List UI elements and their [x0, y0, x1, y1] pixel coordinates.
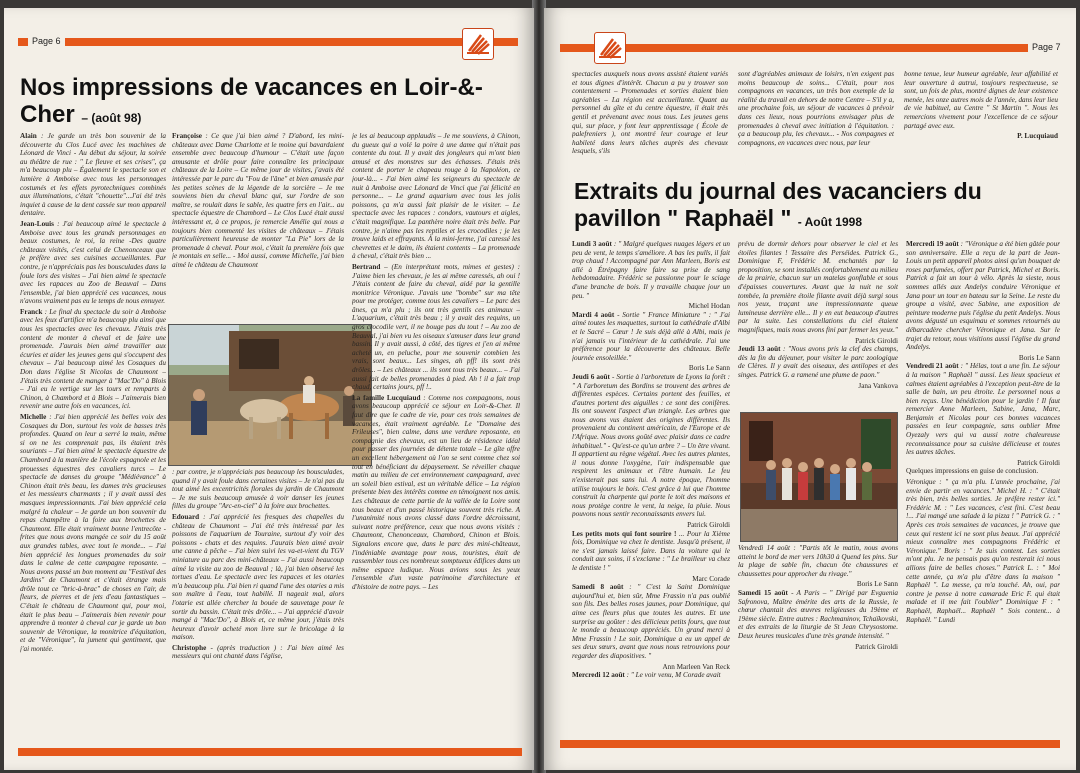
- journal-column-1: Lundi 3 août : " Malgré quelques nuages légers et un peu de vent, le temps s'améliore. A bas les pulls, il fait trop chaud ! Accompagné par Ann Marleen, Boris est allé à Étrépagny faire faire sa prise de sang hebdomadaire. Frédéric se passionne pour le sciage d'une branche de bois. Il y travaille chaque jour un peu. " Michel Hodan Mardi 4 août - Sortie " France Miniature " : " J'ai aimé toutes les maquettes, surtout la cathédrale d'Albi et le Sacré – Cœur ! Je suis déjà allé à Albi, mais je n'ai jamais vu l'intérieur de la cathédrale. J'ai une préférence pour la découverte des châteaux. Belle journée ensoleillée." Boris Le Sann Jeudi 6 août - Sortie à l'arboretum de Lyons la forêt : " A l'arboretum des Bordins se trouvent des arbres de différentes espèces. Certains portent des feuilles, et d'autres portent des aiguilles : ce sont des conifères. Ils ont souvent l'aspect d'un triangle. Les arbres que nous avons vus étaient des origines différentes. Ils provenaient du continent américain, de l'Europe et de l'Afrique. Nous avons goûté avec plaisir dans ce cadre inhabituel." - Qu'est-ce qu'un arbre ? – Un être vivant. Il appartient au règne végétal. Avec les autres plantes, il nous donne l'oxygène, l'air indispensable que respirent les animaux et l'être humain. Le feu n'existerait pas sans lui. A notre époque, l'homme utilise toujours le bois. C'est grâce à lui que l'homme construit la charpente qui porte le toit des maisons et nous protège contre le vent, la neige, la pluie. Nous pouvons nous sentir reconnaissants envers lui. Patrick Giroldi Les petits mots qui font sourire ! ... Pour la Xième fois, Dominique va chez le dentiste. Jusqu'à présent, il ne s'est jamais laissé faire. Dans la voiture qui le conduit aux soins, il s'exclame : " Le brailleur va chez le dentiste ! " Marc Corade Samedi 8 août : " C'est la Saint Dominique aujourd'hui et, bien sûr, Mme Frassin n'a pas oublié son fils. Des belles roses jaunes, pour Dominique, qui aime ces fleurs plus que toutes les autres. Et une surprise au goûter : des délicieux petits fours, que tout le monde a beaucoup appréciés. Un grand merci à Mme Frassin ! Le soir, Dominique a eu un appel de ses deux sœurs, avant que nous nous retrouvions pour regarder des diapositives. " Ann Marleen Van Reck Mercredi 12 août : " Le voir venu, M Corade avait: [572, 240, 730, 680]
- journal-title: Extraits du journal des vacanciers du pavillon " Raphaël " - Août 1998: [574, 178, 982, 231]
- footer-bar: [18, 748, 522, 756]
- footer-bar: [560, 740, 1060, 748]
- page-number: Page 7: [1028, 42, 1065, 52]
- continuation-column-1: spectacles auxquels nous avons assisté étaient variés et tous dignes d'intérêt. Chacun a pu y trouver son contentement – Promenades et sorties étaient bien agréables – La région est accueillante. Quant au personnel du gîte et du centre équestre, il était très gentil et prévenant avec nous tous. Les jeunes gens qui, sur place, y font leur apprentissage ( École de palefreniers ), ont montré leur courage et leur habileté dans leurs tâches auprès des chevaux lesquels, s'ils: [572, 70, 728, 156]
- right-page: [544, 8, 1076, 770]
- header-bar: [560, 44, 1060, 52]
- article-column-2-bottom: : par contre, je n'appréciais pas beaucoup les bousculades, quand il y avait foule dans certaines visites – Je n'ai pas du tout aimé les excentricités florales du jardin de Chaumont – Je me suis beaucoup amusée à voir danser les jeunes filles du groupe "Arc-en-ciel" à la foire aux brochettes. Edouard : J'ai apprécié les fresques des chapelles du château de Chaumont – J'ai été très intéressé par les poissons de l'aquarium de Touraine, surtout d'y voir des poissons - chats et des requins. J'aurais bien aimé avoir une canne à pêche – J'ai bien suivi les va-et-vient du TGV miniature au parc des mini-châteaux – J'ai aussi beaucoup aimé la visite au zoo de Beauval ; là, j'ai bien observé les tortues d'eau. Le spectacle avec les rapaces et les otaries m'a beaucoup plu. J'ai bien ri quand l'une des otaries a mis son maître à l'eau, tout habillé. Il nageait mal, alors l'otarie est allée chercher la bouée de sauvetage pour le sortir du bassin. C'était très drôle... – J'ai apprécié d'avoir mangé à "Mac'Do", à Blois et, ce même jour, j'étais très heureux d'avoir acheté mon livre sur le bricolage à la maison. Christophe - (après traduction ) : J'ai bien aimé les messieurs qui ont chanté dans l'église,: [172, 468, 344, 661]
- article-column-3: je les ai beaucoup applaudis – Je me souviens, à Chinon, du gueux qui a volé la poire à une dame qui n'était pas contente du tout. Il y avait des jongleurs qui m'ont bien amusé et des monstres sur des échasses. J'étais très content de porter le chapeau rouge à la Napoléon, ce jour-là... - J'ai bien aimé les seigneurs du spectacle de nuit à Amboise avec Léonard de Vinci que j'ai félicité en personne... – Le grand aquarium avec tous les jolis poissons, ça m'a aussi fait plaisir de le visiter. – Le spectacle avec les rapaces : condors, vautours et aigles, c'était magnifique. La panthère noire était très belle. Par contre, je n'aime pas les reptiles et les crocodiles ; je les trouve laids et effrayants. À la mini-ferme, j'ai caressé les chevrettes et le daim, ils étaient contents – La promenade à cheval, c'était très bien ... Bertrand – (En interprétant mots, mimes et gestes) : J'aime bien les chevaux, je les ai même caressés, ah oui ! J'étais content de faire du cheval, aidé par la gentille monitrice Véronique. J'avais une "bombe" sur ma tête pour me protéger, comme tous les cavaliers – Le parc des ânes, ça m'a plu ; ils ont très gentils ces animaux – L'aquarium, c'était très beau ; il y avait des requins, un gros crocodile vert, il ne bouge pas du tout ! – Au zoo de Beauval, j'ai bien vu les oiseaux s'amuser dans leur grand bassin. Il y avait aussi, à côté, des tigres et j'en ai même acheté un, en peluche, pour me souvenir combien les vrais, sont beaux... Les singes, ah pff! ils sont très drôles... – Les châteaux ... ils sont tous très beaux... – J'ai aussi fait de belles promenades à pied. Ah ! il a fait trop chaud, certains jours, pff !.. La famille Lucquiaud : Comme nos compagnons, nous avons beaucoup apprécié ce séjour en Loir-&-Cher. Il faut dire que le cadre de vie, pour ces trois semaines de vacances, était vraiment agréable. Le "Domaine des Frileuses", bien calme, dans une verdure reposante, en compagnie des chevaux, est un lieu de résidence idéal pour passer des journées de détente totale – Le gîte offre un excellent hébergement où l'on se sent comme chez soi tout en bénéficiant du dépaysement. Se réveiller chaque matin au milieu de cet environnement campagnard, avec un soleil bien estival, est un véritable délice – La région présente bien des intérêts comme en témoignent nos amis. Les châteaux de cette partie de la vallée de la Loire sont tous beaux et d'un passé historique souvent très riche. A l'unanimité nous avons classé dans l'ordre décroissant, suivant notre préférence, ceux que nous avons visités : Chaumont, Chenonceaux, Chambord, Chinon et Blois. Signalons encore que, dans le parc des mini-châteaux, l'indéniable avantage pour nous, touristes, était de rassembler tous ces nombreux somptueux édifices dans un même espace ludique. Nous avions sous les yeux l'ensemble d'un vaste patrimoine d'architecture et d'histoire de notre pays. – Les: [352, 132, 520, 591]
- continuation-column-2: sont d'agréables animaux de loisirs, n'en exigent pas moins beaucoup de soins... C'était, pour nos compagnons en vacances, un très bon exemple de la réalité du travail en dehors de notre Centre – S'il y a, une prochaine fois, un séjour de vacances à prévoir dans ces lieux, nous pourrions envisager plus de promenades à cheval avec initiation à l'équitation. : ça a beaucoup plu, les chevaux... - Nos compagnes et compagnons, en vacances avec nous, par leur: [738, 70, 894, 147]
- logo-icon: [462, 28, 494, 60]
- article-title: Nos impressions de vacances en Loir-&-Cher – (août 98): [20, 74, 483, 128]
- article-column-1: Alain : Je garde un très bon souvenir de la découverte du Clos Lucé avec les machines de Léonard de Vinci - Au début du séjour, la soirée au théâtre de rue : " Le fleuve et ses crises", ça m'a beaucoup plu – Également le spectacle son et lumière à Amboise avec tous les personnages costumés et les effets pyrotechniques combinés aux illuminations, c'était "chouette"...J'ai été très inquiet à cause de la dent cassée sur mon appareil dentaire. Jean-Louis : J'ai beaucoup aimé le spectacle à Amboise avec tous les grands personnages en beaux costumes, le roi, la reine -Des quatre châteaux visités, c'est celui de Chenonceaux que je préfère avec ses cuisines accueillantes. Par contre, je n'appréciais pas les bousculades dans la foule lors des visites – J'ai bien aimé le spectacle avec les rapaces au Zoo de Beauval – Dans l'ensemble, j'ai bien apprécié ces vacances, nous n'avons vraiment pas eu le temps de nous ennuyer. Franck : Le final du spectacle du soir à Amboise avec les feux d'artifice m'a beaucoup plu ainsi que tous les spectacles avec les chevaux. J'étais très content de monter à cheval et de faire une promenade. J'aurais bien aimé travailler aux écuries et aider les jeunes gens qui s'occupent des chevaux – J'ai beaucoup aimé les Cosaques du Don dans l'église St Nicolas de Chaumont – J'étais très content de manger à "Mac'Do" à Blois – J'ai eu le vertige sur les tours et remparts à Chinon, à Chambord et à Blois – J'aimerais bien revenir une autre fois en vacances, ici. Michelle : J'ai bien apprécié les belles voix des Cosaques du Don, surtout les voix de basses très profondes. Quand on leur a serré la main, même si on ne les comprenait pas, ils étaient très souriants – J'ai bien aimé le spectacle équestre de Chambord à la manière de l'école espagnole et les prouesses équestres des cavaliers turcs – Le spectacle de danses du groupe "Médiévance" à Chinon était très beau, les dames très gracieuses et les messieurs charmants ; il y avait aussi des masques impressionnants. J'ai bien apprécié cela malgré la chaleur – Je garde un bon souvenir du repas champêtre à la foire aux brochettes de Chaumont. Elle était vraiment bonne l'entrecôte -frites que nous avons mangée ce soir du 15 août aux grandes tables, avec tout le monde... – J'ai bien apprécié les longues promenades du soir dans le calme de cette campagne reposante. – Nous avons passé un bon moment au "Festival des Jardins" de Chaumont et c'était étrange mais drôle tout ce "bric-à-brac" de choses en l'air, de fleurs, de pierres et de jets d'eau fantastiques – C'était le château de Chaumont qui, pour moi, était le plus beau – J'aimerais bien revenir pour apprendre à monter à cheval car je garde un bon souvenir de Véronique, la monitrice d'équitation, et de "Véronique", la jument qui gentiment, que j'ai montée.: [20, 132, 166, 654]
- header-bar: [18, 38, 518, 46]
- horse-riding-photo: [168, 324, 372, 466]
- journal-column-2-bottom: Vendredi 14 août : "Partis tôt le matin, nous avons atteint le bord de mer vers 10h30 à Quend les pins. Sur la plage de sable fin, chacun ôte chaussures et chaussettes pour approcher du rivage." Boris Le Sann Samedi 15 août - A Paris – " Dirigé par Evguenia Safronova, Maître émérite des arts de la Russie, le chœur chantait des œuvres religieuses du 19ème et 19ème siècle. Entre autres : Rachmaninov, Tchaïkovski, et des extraits de la liturgie de St Jean Chrysostome. Deux heures musicales d'une très grande intensité. " Patrick Giroldi: [738, 544, 898, 651]
- logo-icon: [594, 32, 626, 64]
- continuation-column-3: bonne tenue, leur humeur agréable, leur affabilité et leur ouverture à autrui, toujours respectueuse, se sont, un fois de plus, montré dignes de leur existence menée, les onze autres mois de l'année, dans leur lieu de vie habituel, au Centre " St Martin ". Nous les remercions vivement pour l'excellence de ce séjour partagé avec eux. P. Lucquiaud: [904, 70, 1058, 141]
- journal-column-3: Mercredi 19 août : "Véronique a été bien gâtée pour son anniversaire. Elle a reçu de la part de Jean-Louis un petit appareil photos ainsi qu'un bouquet de roses parfumées, offert par Patrick, Michel et Boris. Patrick a fait un tour à vélo. Après la sieste, nous sommes allés aux Andelys conduire Véronique et Jana pour un tour en bateau sur la Seine. Le reste du groupe a visité, avec Sabine, une exposition de peinture moderne puis l'église du petit Andelys. Nous avons dégusté un esquimau et sommes retournés au débarcadère chercher Véronique et Jana. Sur le trajet du retour, nous visitions aussi l'église du grand Andelys. Boris Le Sann Vendredi 21 août : " Hélas, tout a une fin. Le séjour à la maison " Raphaël " aussi. Les lieux spacieux et calmes étaient agréables à l'exception peut-être de la salle de bain, un peu étroite. Le personnel nous a bien reçus. Une bénédiction pour le jardin ! Il faut remercier Anne Marleen, Sabine, Jana, Marc, Benjamin et Nicolas pour ces bonnes vacances passées en leur compagnie, sans oublier Mme Oyezaly vers qui va aussi notre chaleureuse reconnaissance pour sa cuisine délicieuse et toutes les autres tâches. Patrick Giroldi Quelques impressions en guise de conclusion. Véronique : " ça m'a plu. L'année prochaine, j'ai envie de partir en vacances." Michel H. : " C'était très bien, très belles sorties. Je préfère rester ici." Frédéric M. : " Les vacances, c'est fini. C'est beau !... J'ai mangé une salade à la pizza ! " Patrick G. : " Après ces trois semaines de vacances, je trouve que ceux qui restent ici ne sont plus beaux. J'ai apprécié mieux connaître mes compagnons Frédéric et Véronique." Boris : " Je suis content. Les sorties m'ont plu. Je ne pensais pas qu'on resterait ici nous allions faire de belles choses." Patrick L. : " Moi cette année, ça m'a plu d'être dans la maison " Raphaël ". La messe, ça m'a touché. Ah, oui, par contre je pense à notre camarade Eric F. qui était malade et il me fait l'oublier" Dominique F : " Raphaël, Raphaël... Raphaël " Sois content... à Raphaël. " Lundi: [906, 240, 1060, 624]
- page-number: Page 6: [28, 36, 65, 46]
- left-page: [4, 8, 534, 770]
- group-photo: [740, 412, 898, 542]
- journal-column-2-top: prévu de dormir dehors pour observer le ciel et les étoiles filantes ! Tessaire des Perséides. Patrick G., Dominique F, Frédéric M. enchantés par la proposition, se sont installés confortablement au milieu de la prairie, chacun sur un matelas gonflable et sous d'épaisses couvertures. Avant que la nuit ne soit tombée, la première étoile filante avait déjà surgi sous nos yeux, traçant une impressionnante queue lumineuse derrière elle... Il y en eut beaucoup d'autres par la suite. Les constellations du ciel étaient magnifiques, mais nous avons fini par fermer les yeux." Patrick Giroldi Jeudi 13 août : "Nous avons pris la clef des champs, dès la fin du déjeuner, pour visiter le parc zoologique de Clères. Il y avait des oiseaux, des antilopes et des singes. Patrick G. a ramené une plume de paon." Jana Vankova: [738, 240, 898, 390]
- signature: P. Lucquiaud: [1017, 132, 1058, 141]
- article-column-2-top: Françoise : Ce que j'ai bien aimé ? D'abord, les mini-châteaux avec Dame Charlotte et le moine qui bavardaient ensemble avec beaucoup d'humour – C'était une façon amusante et drôle pour faire connaître les principaux châteaux de la Loire – Ce même jour de visites, j'avais été intéressée par le parc du "Fou de l'âne" et bien amusée par les petites scènes de la légende de la sorcière – Je me souviens bien du cheval blanc qui, sur l'ordre de son maître, se roulait dans le sable, les quatre fers en l'air... au spectacle équestre de Chambord – Le Clos Lucé était aussi intéressant et, à ce propos, je remercie Amélie qui nous a toujours bien commenté les visites de châteaux – J'étais particulièrement heureuse de monter "La Pie" lors de la promenade à cheval. Pour moi, c'était la première fois que je montais en selle... - Moi aussi, comme Michelle, j'ai bien aimé le château de Chaumont: [172, 132, 344, 269]
